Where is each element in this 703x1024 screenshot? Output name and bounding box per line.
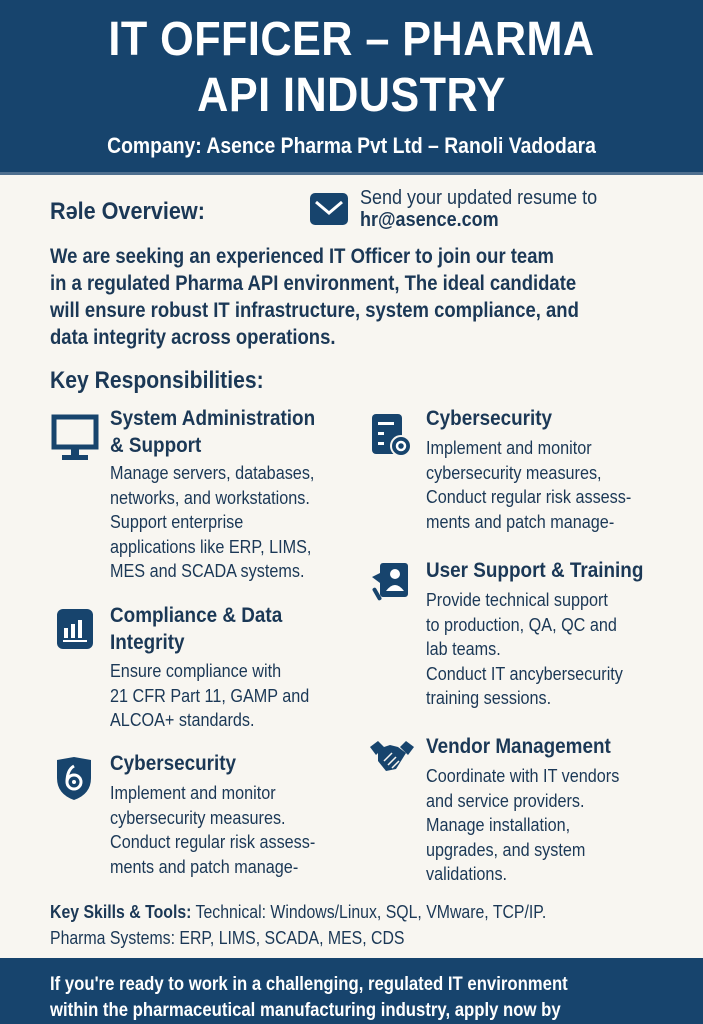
handshake-icon [368,737,416,777]
item-desc: ALCOA+ standards. [110,710,255,730]
item-desc: Conduct regular risk assess- [426,487,632,507]
shield-lock-icon [54,756,98,802]
item-desc: Manage installation, [426,815,571,835]
item-desc: Implement and monitor [426,438,592,458]
item-desc: lab teams. [426,639,501,659]
item-desc: validations. [426,864,508,884]
item-title: Cybersecurity [110,752,237,775]
item-desc: MES and SCADA systems. [110,561,305,581]
description-line: data integrity across operations. [50,326,336,349]
item-title: Vendor Management [426,735,611,758]
item-desc: ments and patch manage- [110,856,299,877]
key-skills [50,899,546,951]
item-desc: 21 CFR Part 11, GAMP and [110,685,310,706]
item-desc: Coordinate with IT vendors [426,766,620,786]
company-name: Company: Asence Pharma Pvt Ltd – Ranoli Vadodara [107,133,596,158]
item-desc: Manage servers, databases, [110,463,315,483]
item-desc: Implement and monitor [110,783,276,803]
skills-technical: Technical: Windows/Linux, SQL, VMware, TCP/IP. [191,902,547,922]
item-desc: cybersecurity measures. [110,807,286,828]
item-desc: networks, and workstations. [110,487,310,508]
job-title-line2: API INDUSTRY [197,69,506,122]
item-title: Integrity [110,631,185,654]
footer-banner [0,958,703,1024]
document-gear-icon [370,413,416,461]
job-title-line1: IT OFFICER – PHARMA [108,13,595,66]
item-desc: Support enterprise [110,512,244,532]
contact-info [360,187,597,231]
description-line: in a regulated Pharma API environment, The ideal candidate [50,272,577,295]
item-desc: ments and patch manage- [426,511,615,532]
item-desc: upgrades, and system [426,839,586,860]
item-desc: cybersecurity measures, [426,462,602,483]
item-desc: training sessions. [426,688,552,708]
footer-line: If you're ready to work in a challenging, regulated IT environment [50,974,568,995]
contact-email-link[interactable]: hr@asence.com [360,209,499,231]
monitor-icon [50,413,100,463]
header-banner [0,0,703,172]
item-desc: Conduct regular risk assess- [110,832,316,852]
envelope-icon [310,193,348,225]
item-title: User Support & Training [426,559,644,582]
description-line: will ensure robust IT infrastructure, system compliance, and [50,299,579,322]
item-desc: Provide technical support [426,590,608,610]
description-line: We are seeking an experienced IT Officer to join our team [50,245,554,268]
item-title: Compliance & Data [110,604,283,627]
contact-label: Send your updated resume to [360,187,598,209]
item-desc: applications like ERP, LIMS, [110,536,312,557]
item-desc: Conduct IT ancybersecurity [426,663,623,684]
item-title: System Administration [110,407,316,430]
responsibilities-heading: Key Responsibilities: [50,367,264,394]
header-divider [0,172,703,175]
role-description [50,243,648,351]
user-support-icon [370,561,412,605]
role-overview-heading: Rəle Overview: [50,198,205,225]
item-title: & Support [110,434,202,457]
footer-line: within the pharmaceutical manufacturing industry, apply now by [50,1000,561,1021]
item-title: Cybersecurity [426,407,553,430]
skills-pharma: Pharma Systems: ERP, LIMS, SCADA, MES, CDS [50,928,405,948]
skills-label: Key Skills & Tools: [50,902,192,922]
item-desc: and service providers. [426,790,585,811]
bar-chart-icon [56,608,100,652]
item-desc: to production, QA, QC and [426,614,617,635]
item-desc: Ensure compliance with [110,661,282,681]
